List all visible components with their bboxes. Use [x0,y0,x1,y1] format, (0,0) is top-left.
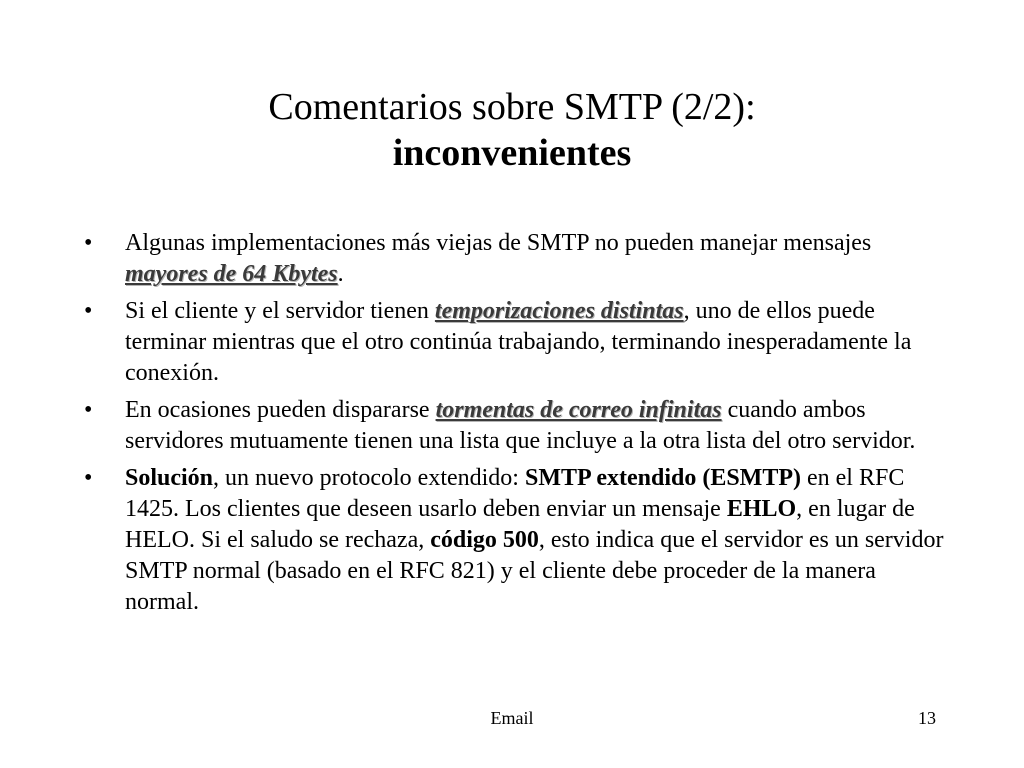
bullet-text: , un nuevo protocolo extendido: [213,465,525,491]
bullet-text: en el RFC 1425. Los clientes que deseen usarlo deben enviar un mensaje [125,465,905,522]
bullet-text: En ocasiones pueden dispararse [125,397,436,423]
title-line-1: Comentarios sobre SMTP (2/2): [268,86,756,128]
emphasized-phrase: tormentas de correo infinitas [435,397,722,423]
bullet-item [84,463,944,618]
bold-phrase: SMTP extendido (ESMTP) [524,465,801,491]
page-number: 13 [918,708,936,728]
bullet-text: cuando ambos servidores mutuamente tienen una lista que incluye a la otra lista del otro servidor. [125,397,916,454]
footer-label: Email [490,708,534,728]
bullet-marker: • [84,397,93,423]
emphasized-phrase: mayores de 64 Kbytes [125,261,338,287]
bullet-text: Si el cliente y el servidor tienen [125,298,435,324]
bold-phrase: Solución [125,465,214,491]
bullet-marker: • [84,465,93,491]
bold-phrase: código 500 [430,527,539,553]
bullet-marker: • [84,230,93,256]
bullet-text: , en lugar de HELO. Si el saludo se rechaza, [125,496,915,553]
bullet-text: . [337,261,344,287]
bullet-text: , uno de ellos puede terminar mientras que el otro continúa trabajando, terminando inesperadamente la conexión. [125,298,912,386]
bullet-item [84,228,944,290]
bullet-item [84,395,944,457]
emphasized-phrase: temporizaciones distintas [434,298,684,324]
bullet-list [84,228,944,624]
bullet-item [84,296,944,389]
bullet-text: Algunas implementaciones más viejas de SMTP no pueden manejar mensajes [125,230,872,256]
bullet-text: , esto indica que el servidor es un servidor SMTP normal (basado en el RFC 821) y el cliente debe proceder de la manera normal. [125,527,944,615]
slide-title [0,84,1024,176]
bold-phrase: EHLO [726,496,797,522]
title-line-2: inconvenientes [392,132,632,174]
bullet-marker: • [84,298,93,324]
